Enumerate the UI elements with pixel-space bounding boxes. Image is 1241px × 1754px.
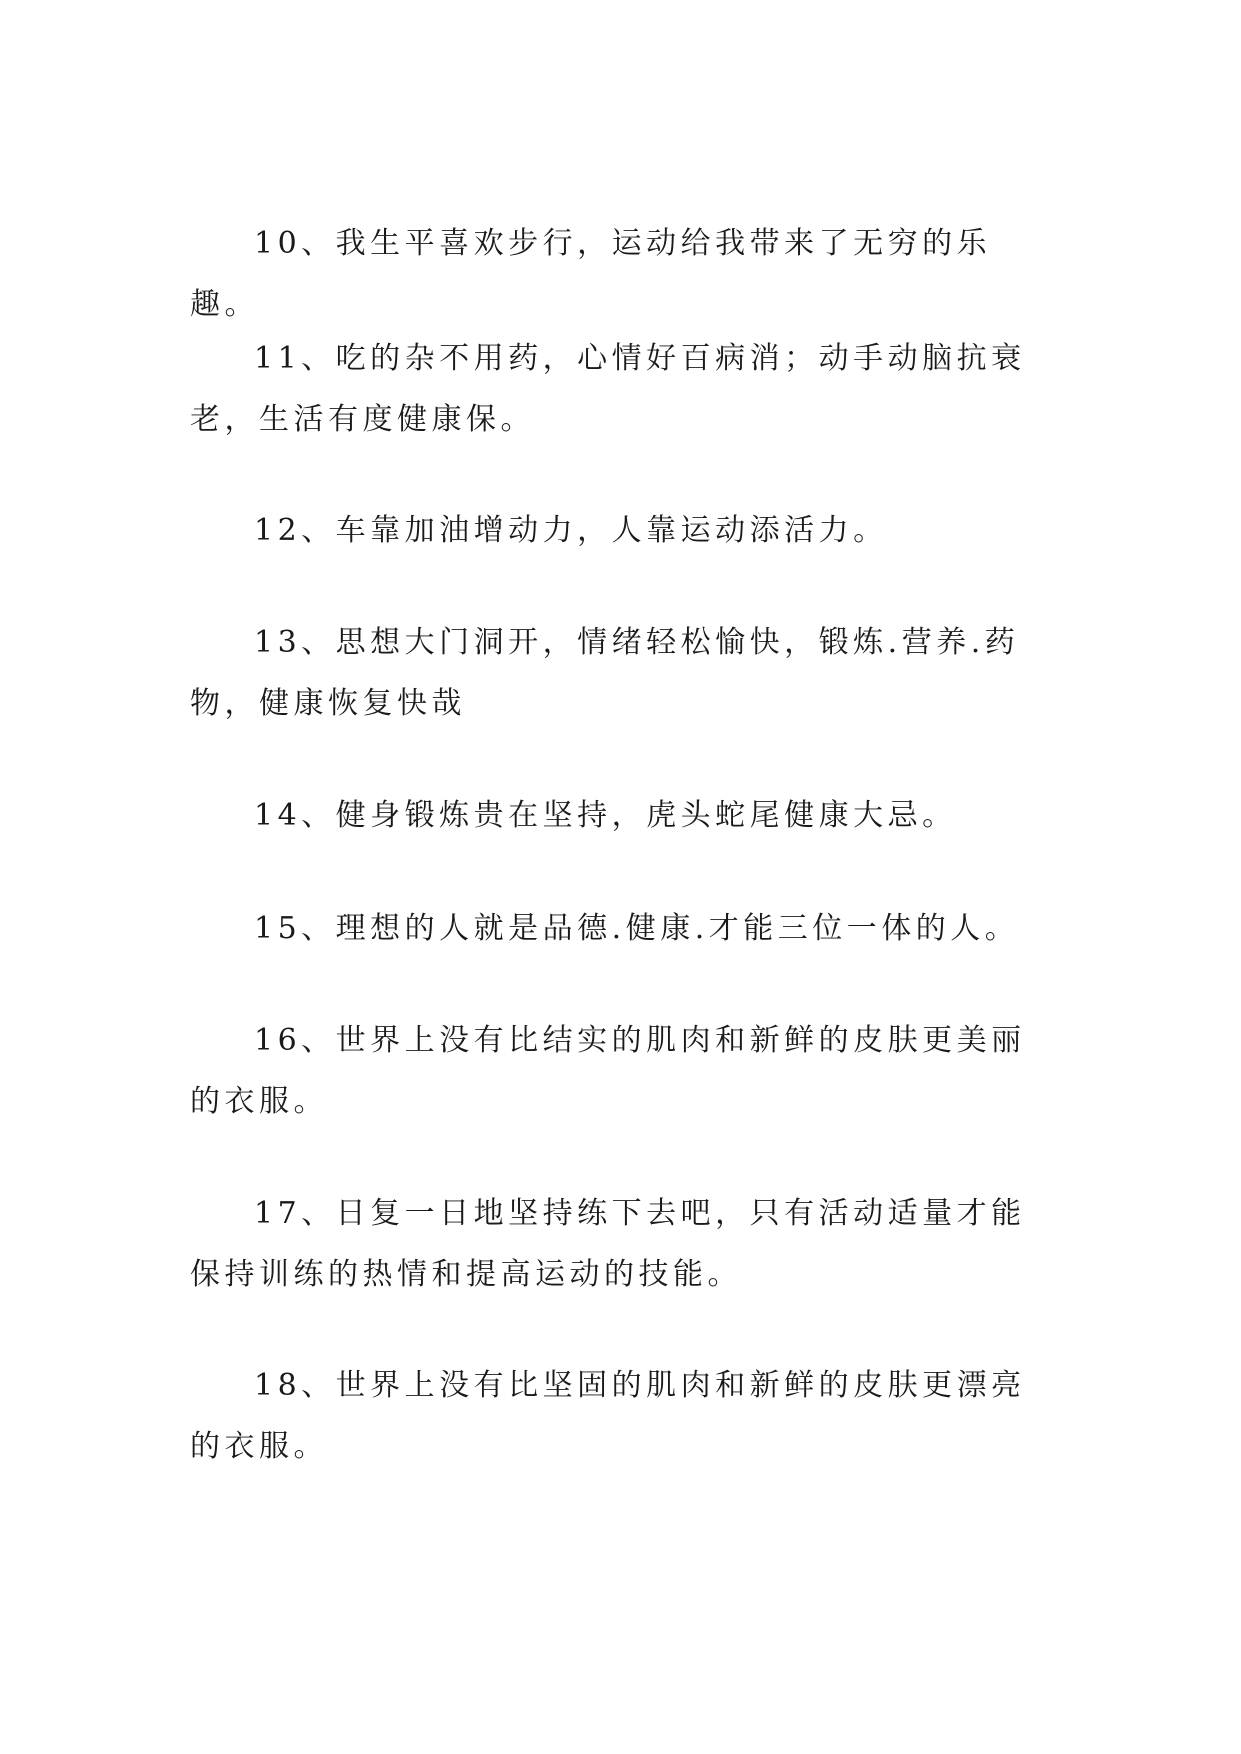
- paragraph-10: 10、我生平喜欢步行，运动给我带来了无穷的乐趣。: [190, 226, 992, 322]
- paragraph-17: 17、日复一日地坚持练下去吧，只有活动适量才能保持训练的热情和提高运动的技能。: [190, 1196, 1026, 1292]
- paragraph-16: 16、世界上没有比结实的肌肉和新鲜的皮肤更美丽的衣服。: [190, 1023, 1026, 1119]
- paragraph-13: 13、思想大门洞开，情绪轻松愉快，锻炼.营养.药物，健康恢复快哉: [190, 625, 1020, 721]
- paragraph-15: 15、理想的人就是品德.健康.才能三位一体的人。: [254, 911, 1020, 946]
- paragraph-18: 18、世界上没有比坚固的肌肉和新鲜的皮肤更漂亮的衣服。: [190, 1368, 1026, 1464]
- paragraph-11: 11、吃的杂不用药，心情好百病消；动手动脑抗衰老，生活有度健康保。: [190, 341, 1026, 437]
- paragraph-12: 12、车靠加油增动力，人靠运动添活力。: [254, 513, 888, 548]
- paragraph-14: 14、健身锻炼贵在坚持，虎头蛇尾健康大忌。: [254, 798, 957, 833]
